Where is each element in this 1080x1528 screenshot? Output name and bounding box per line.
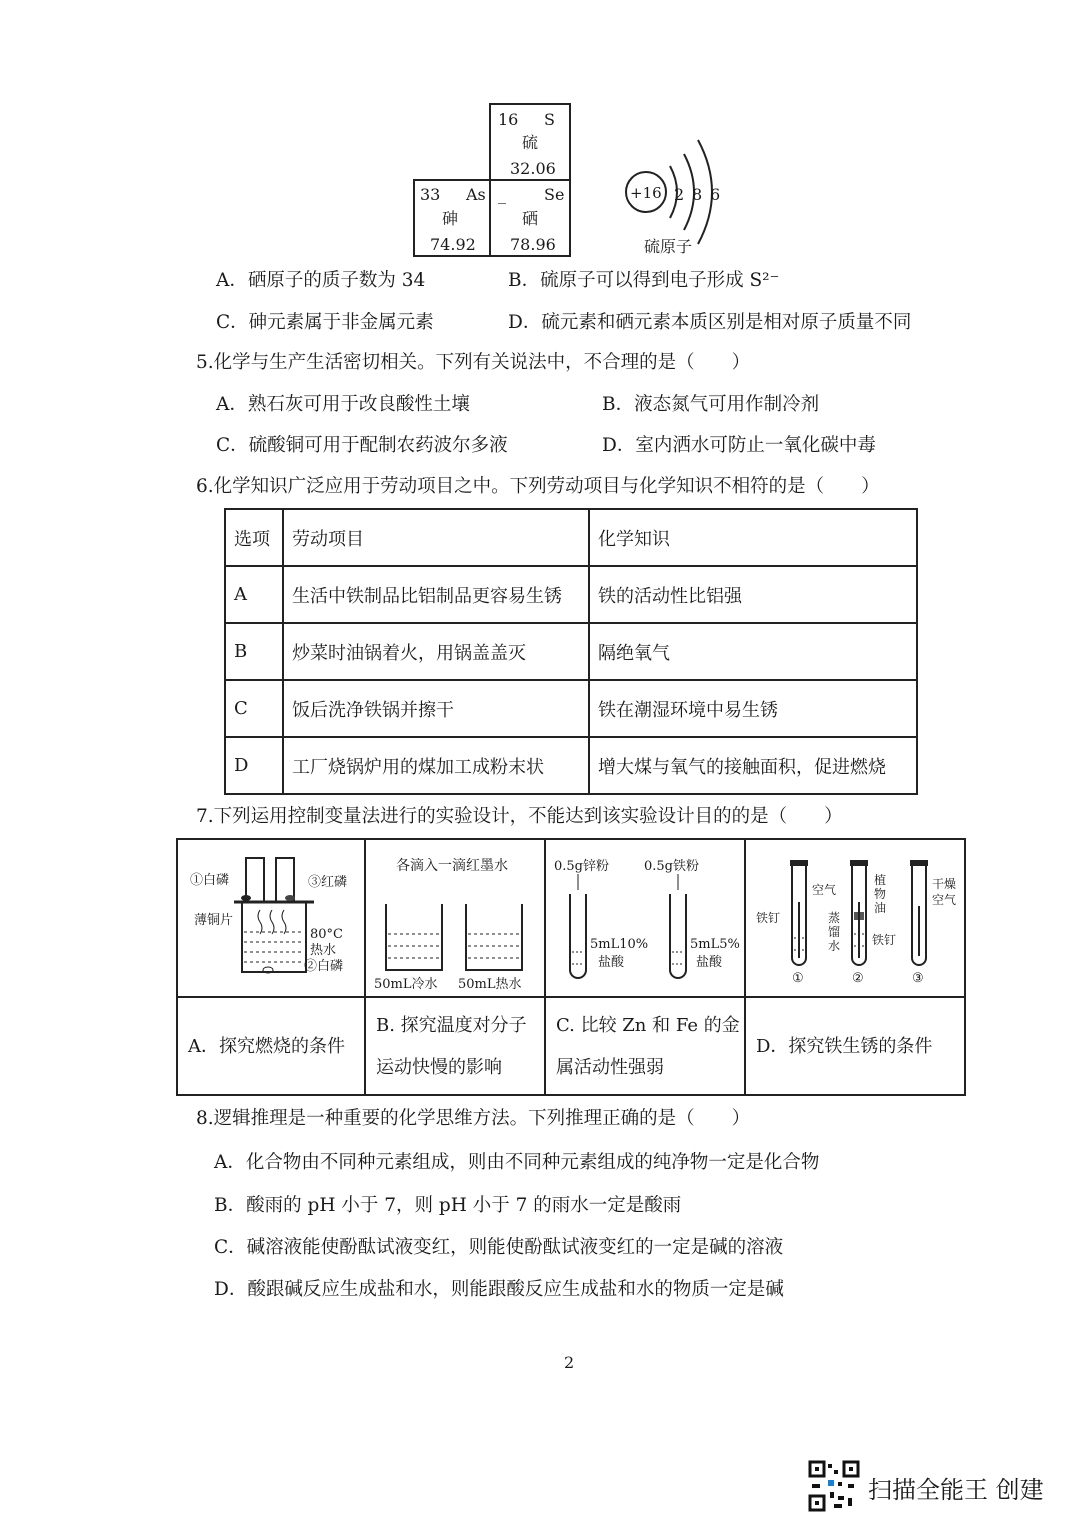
tube-number-1: ①: [792, 971, 804, 986]
table-cell: 铁在潮湿环境中易生锈: [589, 680, 917, 737]
q7-caption-c-text: C. 比较 Zn 和 Fe 的金属活动性强弱: [556, 1015, 740, 1078]
label-white-phosphorus-2: ②白磷: [304, 959, 344, 974]
label-hot-water: 热水: [310, 943, 337, 958]
sulfur-number: 16: [498, 110, 519, 129]
table-cell: A: [225, 566, 283, 623]
q7-caption-d: [746, 998, 964, 1096]
atom-caption: 硫原子: [644, 237, 693, 256]
label-hot-water-b: 50mL热水: [458, 977, 522, 992]
q8-option-b: B．酸雨的 pH 小于 7，则 pH 小于 7 的雨水一定是酸雨: [214, 1195, 682, 1216]
q5-option-c: C．硫酸铜可用于配制农药波尔多液: [216, 435, 508, 456]
shell-1: 2: [674, 185, 685, 204]
sulfur-mass: 32.06: [510, 159, 556, 178]
table-cell: 工厂烧锅炉用的煤加工成粉末状: [283, 737, 589, 794]
label-oil-2: 物: [874, 887, 887, 901]
q4-option-c: C．砷元素属于非金属元素: [216, 312, 434, 333]
figure-d-rusting: [746, 842, 964, 994]
table-header-cell: 选项: [225, 509, 283, 566]
label-water-2: 馏: [828, 925, 841, 939]
table-row: [225, 566, 917, 623]
label-acid-right-2: 盐酸: [696, 955, 723, 970]
table-cell: C: [225, 680, 283, 737]
figure-c-test-tubes: [546, 842, 744, 994]
label-acid-left-1: 5mL10%: [590, 937, 649, 952]
atom-structure-figure: [612, 136, 742, 260]
page-number: 2: [564, 1353, 575, 1372]
sulfur-name: 硫: [522, 133, 539, 152]
q5-stem: 5.化学与生产生活密切相关。下列有关说法中，不合理的是（ ）: [196, 352, 751, 373]
selenium-mass: 78.96: [510, 235, 556, 254]
table-cell: 铁的活动性比铝强: [589, 566, 917, 623]
q8-option-d: D．酸跟碱反应生成盐和水，则能跟酸反应生成盐和水的物质一定是碱: [214, 1279, 784, 1300]
q7-caption-b: [366, 998, 544, 1096]
label-copper-sheet: 薄铜片: [194, 913, 234, 928]
q4-option-d: D．硫元素和硒元素本质区别是相对原子质量不同: [508, 312, 912, 333]
arsenic-mass: 74.92: [430, 235, 476, 254]
shell-3: 6: [710, 185, 721, 204]
selenium-number: _: [498, 185, 506, 204]
label-ink-drop: 各滴入一滴红墨水: [396, 858, 508, 874]
table-cell: 增大煤与氧气的接触面积，促进燃烧: [589, 737, 917, 794]
label-cold-water: 50mL冷水: [374, 977, 438, 992]
label-dry-1: 干燥: [932, 877, 957, 891]
q8-option-a: A．化合物由不同种元素组成，则由不同种元素组成的纯净物一定是化合物: [214, 1152, 820, 1173]
shell-2: 8: [692, 185, 703, 204]
q5-option-b: B．液态氮气可用作制冷剂: [602, 394, 820, 415]
label-iron-powder: 0.5g铁粉: [644, 859, 699, 874]
sulfur-symbol: S: [544, 110, 555, 129]
label-red-phosphorus: ③红磷: [308, 875, 348, 890]
table-cell: 饭后洗净铁锅并擦干: [283, 680, 589, 737]
footer-brand: 扫描全能王 创建: [868, 1476, 1044, 1504]
q4-option-a: A．硒原子的质子数为 34: [216, 270, 426, 291]
table-cell: B: [225, 623, 283, 680]
q6-table: [224, 508, 918, 795]
q6-stem: 6.化学知识广泛应用于劳动项目之中。下列劳动项目与化学知识不相符的是（ ）: [196, 476, 880, 497]
q7-caption-d-text: D．探究铁生锈的条件: [756, 1036, 933, 1057]
nucleus-charge: +16: [630, 184, 662, 202]
figure-b-beakers: [366, 842, 544, 994]
label-air: 空气: [812, 883, 837, 897]
table-row: [225, 680, 917, 737]
label-zinc-powder: 0.5g锌粉: [554, 859, 609, 874]
table-cell: 生活中铁制品比铝制品更容易生锈: [283, 566, 589, 623]
q7-caption-a: [178, 998, 364, 1096]
label-dry-2: 空气: [932, 893, 957, 907]
table-row: [225, 737, 917, 794]
q8-stem: 8.逻辑推理是一种重要的化学思维方法。下列推理正确的是（ ）: [196, 1108, 751, 1129]
arsenic-symbol: As: [466, 185, 486, 204]
selenium-name: 硒: [522, 209, 539, 228]
table-cell: D: [225, 737, 283, 794]
q7-experiment-grid: [176, 838, 966, 1096]
arsenic-name: 砷: [442, 209, 459, 228]
tube-number-3: ③: [912, 971, 924, 986]
label-nail-left: 铁钉: [756, 911, 781, 925]
table-cell: 炒菜时油锅着火，用锅盖盖灭: [283, 623, 589, 680]
label-oil-1: 植: [874, 873, 887, 887]
figure-a-combustion: [180, 842, 364, 994]
label-water-1: 蒸: [828, 911, 841, 925]
tube-number-2: ②: [852, 971, 864, 986]
table-row: [225, 623, 917, 680]
q8-option-c: C．碱溶液能使酚酞试液变红，则能使酚酞试液变红的一定是碱的溶液: [214, 1237, 784, 1258]
q7-caption-c: [546, 998, 744, 1096]
q4-option-b: B．硫原子可以得到电子形成 S²⁻: [508, 270, 780, 291]
q7-caption-b-text: B. 探究温度对分子运动快慢的影响: [376, 1015, 527, 1078]
arsenic-number: 33: [420, 185, 441, 204]
selenium-symbol: Se: [544, 185, 565, 204]
label-white-phosphorus-1: ①白磷: [190, 873, 230, 888]
q5-option-a: A．熟石灰可用于改良酸性土壤: [216, 394, 470, 415]
qr-code-icon: [808, 1460, 860, 1512]
periodic-table-figure: [410, 100, 580, 258]
label-oil-3: 油: [874, 901, 887, 915]
label-temperature: 80°C: [310, 927, 343, 942]
table-header-row: [225, 509, 917, 566]
q7-caption-a-text: A．探究燃烧的条件: [188, 1036, 345, 1057]
label-acid-left-2: 盐酸: [598, 955, 625, 970]
table-header-cell: 劳动项目: [283, 509, 589, 566]
table-cell: 隔绝氧气: [589, 623, 917, 680]
label-nail-right: 铁钉: [872, 933, 897, 947]
table-header-cell: 化学知识: [589, 509, 917, 566]
q5-option-d: D．室内洒水可防止一氧化碳中毒: [602, 435, 876, 456]
label-water-3: 水: [828, 939, 841, 953]
label-acid-right-1: 5mL5%: [690, 937, 740, 952]
q7-stem: 7.下列运用控制变量法进行的实验设计，不能达到该实验设计目的的是（ ）: [196, 806, 843, 827]
